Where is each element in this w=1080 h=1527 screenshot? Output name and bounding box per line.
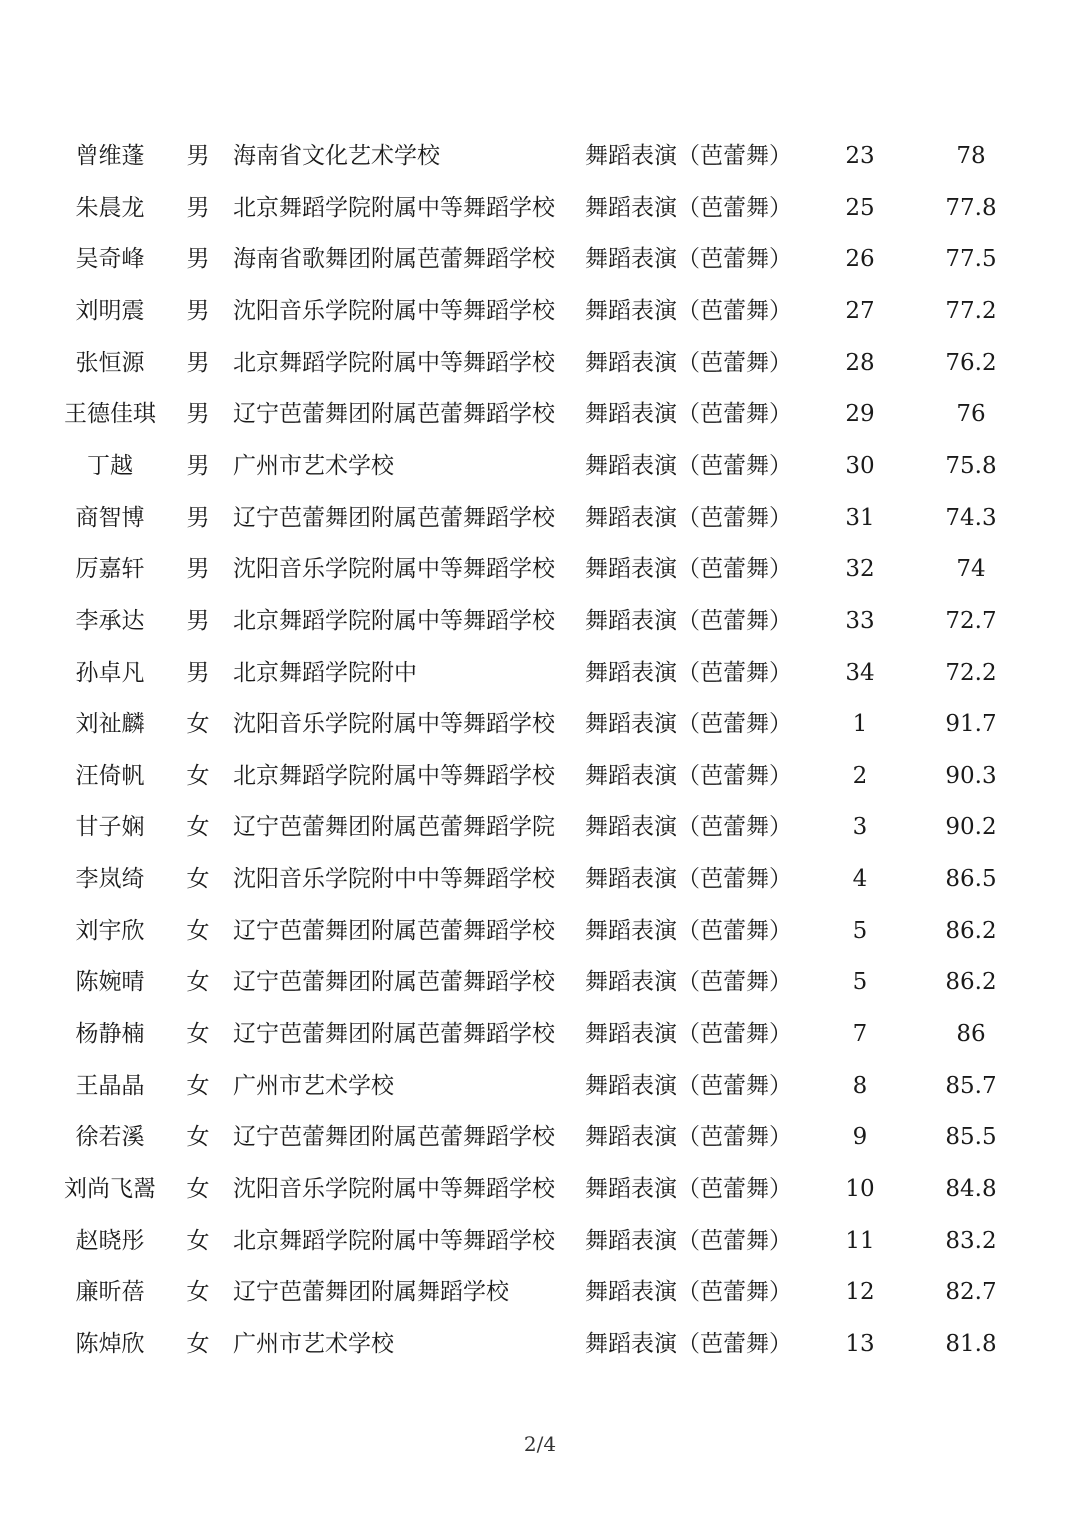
table-row: [0, 750, 1080, 802]
major-name: 舞蹈表演（芭蕾舞）: [585, 1124, 792, 1151]
score-value: 86.2: [945, 969, 997, 996]
student-gender: 女: [186, 1330, 210, 1357]
school-name: 沈阳音乐学院附属中等舞蹈学校: [233, 297, 555, 324]
school-name: 沈阳音乐学院附中中等舞蹈学校: [233, 866, 555, 893]
student-name: 朱晨龙: [75, 194, 145, 221]
score-value: 72.7: [945, 607, 997, 634]
table-row: [0, 130, 1080, 182]
student-name: 赵晓彤: [75, 1227, 145, 1254]
school-name: 辽宁芭蕾舞团附属芭蕾舞蹈学校: [233, 1021, 555, 1048]
student-gender: 男: [186, 246, 210, 273]
table-row: [0, 543, 1080, 595]
table-row: [0, 801, 1080, 853]
rank-value: 12: [845, 1279, 875, 1306]
score-value: 74.3: [945, 504, 997, 531]
student-gender: 女: [186, 814, 210, 841]
score-value: 82.7: [945, 1279, 997, 1306]
student-name: 刘宇欣: [75, 917, 145, 944]
student-name: 李承达: [75, 607, 145, 634]
score-value: 86.5: [945, 866, 997, 893]
rank-value: 32: [845, 556, 875, 583]
table-row: [0, 595, 1080, 647]
school-name: 海南省歌舞团附属芭蕾舞蹈学校: [233, 246, 555, 273]
major-name: 舞蹈表演（芭蕾舞）: [585, 1021, 792, 1048]
student-gender: 女: [186, 762, 210, 789]
table-row: [0, 853, 1080, 905]
table-row: [0, 1060, 1080, 1112]
score-value: 77.8: [945, 194, 997, 221]
school-name: 辽宁芭蕾舞团附属芭蕾舞蹈学校: [233, 401, 555, 428]
student-name: 甘子娴: [75, 814, 145, 841]
student-name: 徐若溪: [75, 1124, 145, 1151]
score-value: 78: [956, 143, 986, 169]
rank-value: 33: [845, 607, 875, 634]
rank-value: 13: [845, 1330, 875, 1357]
score-value: 81.8: [945, 1330, 997, 1357]
page-number: 2/4: [523, 1432, 557, 1456]
major-name: 舞蹈表演（芭蕾舞）: [585, 401, 792, 428]
major-name: 舞蹈表演（芭蕾舞）: [585, 969, 792, 996]
score-value: 90.3: [945, 762, 997, 789]
student-gender: 男: [186, 349, 210, 376]
school-name: 辽宁芭蕾舞团附属芭蕾舞蹈学校: [233, 917, 555, 944]
major-name: 舞蹈表演（芭蕾舞）: [585, 814, 792, 841]
rank-value: 5: [852, 969, 868, 996]
major-name: 舞蹈表演（芭蕾舞）: [585, 1227, 792, 1254]
rank-value: 2: [852, 762, 868, 789]
major-name: 舞蹈表演（芭蕾舞）: [585, 1279, 792, 1306]
score-value: 77.5: [945, 246, 997, 273]
school-name: 辽宁芭蕾舞团附属芭蕾舞蹈学校: [233, 969, 555, 996]
student-name: 陈焯欣: [75, 1330, 145, 1357]
score-value: 86: [956, 1021, 986, 1048]
major-name: 舞蹈表演（芭蕾舞）: [585, 607, 792, 634]
table-row: [0, 698, 1080, 750]
table-row: [0, 1111, 1080, 1163]
score-value: 75.8: [945, 452, 997, 479]
school-name: 沈阳音乐学院附属中等舞蹈学校: [233, 556, 555, 583]
rank-value: 23: [845, 143, 875, 169]
major-name: 舞蹈表演（芭蕾舞）: [585, 143, 792, 169]
rank-value: 11: [845, 1227, 875, 1254]
table-row: [0, 182, 1080, 234]
table-row: [0, 233, 1080, 285]
rank-value: 28: [845, 349, 875, 376]
major-name: 舞蹈表演（芭蕾舞）: [585, 1330, 792, 1357]
student-gender: 男: [186, 659, 210, 686]
table-row: [0, 388, 1080, 440]
table-row: [0, 285, 1080, 337]
school-name: 辽宁芭蕾舞团附属芭蕾舞蹈学校: [233, 504, 555, 531]
student-gender: 女: [186, 1176, 210, 1202]
student-gender: 女: [186, 1279, 210, 1306]
rank-value: 3: [852, 814, 868, 841]
student-gender: 女: [186, 1227, 210, 1254]
table-row: [0, 905, 1080, 957]
student-gender: 男: [186, 194, 210, 221]
school-name: 海南省文化艺术学校: [233, 143, 440, 169]
major-name: 舞蹈表演（芭蕾舞）: [585, 1072, 792, 1099]
major-name: 舞蹈表演（芭蕾舞）: [585, 659, 792, 686]
student-name: 王晶晶: [75, 1072, 145, 1099]
table-row: [0, 1163, 1080, 1215]
score-value: 85.5: [945, 1124, 997, 1151]
score-value: 83.2: [945, 1227, 997, 1254]
score-value: 86.2: [945, 917, 997, 944]
table-row: [0, 956, 1080, 1008]
student-gender: 女: [186, 1124, 210, 1151]
table-row: [0, 440, 1080, 492]
major-name: 舞蹈表演（芭蕾舞）: [585, 556, 792, 583]
school-name: 广州市艺术学校: [233, 1330, 394, 1357]
student-gender: 男: [186, 607, 210, 634]
school-name: 辽宁芭蕾舞团附属芭蕾舞蹈学校: [233, 1124, 555, 1151]
major-name: 舞蹈表演（芭蕾舞）: [585, 297, 792, 324]
student-name: 张恒源: [75, 349, 145, 376]
student-gender: 男: [186, 143, 210, 169]
student-name: 孙卓凡: [75, 659, 145, 686]
student-gender: 女: [186, 711, 210, 738]
score-value: 77.2: [945, 297, 997, 324]
student-gender: 女: [186, 866, 210, 893]
rank-value: 4: [852, 866, 868, 893]
student-name: 杨静楠: [75, 1021, 145, 1048]
score-value: 90.2: [945, 814, 997, 841]
school-name: 北京舞蹈学院附属中等舞蹈学校: [233, 607, 555, 634]
major-name: 舞蹈表演（芭蕾舞）: [585, 452, 792, 479]
major-name: 舞蹈表演（芭蕾舞）: [585, 504, 792, 531]
student-name: 丁越: [87, 452, 133, 479]
score-value: 76.2: [945, 349, 997, 376]
student-gender: 女: [186, 969, 210, 996]
rank-value: 25: [845, 194, 875, 221]
student-name: 刘明震: [75, 297, 145, 324]
rank-value: 30: [845, 452, 875, 479]
rank-value: 31: [845, 504, 875, 531]
rank-value: 26: [845, 246, 875, 273]
score-value: 85.7: [945, 1072, 997, 1099]
student-name: 陈婉晴: [75, 969, 145, 996]
table-row: [0, 1266, 1080, 1318]
student-gender: 男: [186, 452, 210, 479]
table-row: [0, 1008, 1080, 1060]
school-name: 辽宁芭蕾舞团附属舞蹈学校: [233, 1279, 509, 1306]
student-name: 汪倚帆: [75, 762, 145, 789]
student-gender: 女: [186, 1021, 210, 1048]
school-name: 广州市艺术学校: [233, 1072, 394, 1099]
major-name: 舞蹈表演（芭蕾舞）: [585, 246, 792, 273]
rank-value: 8: [852, 1072, 868, 1099]
student-name: 廉昕蓓: [75, 1279, 145, 1306]
rank-value: 10: [845, 1176, 875, 1202]
rank-value: 1: [852, 711, 868, 738]
student-name: 李岚绮: [75, 866, 145, 893]
school-name: 北京舞蹈学院附中: [233, 659, 417, 686]
student-gender: 男: [186, 401, 210, 428]
student-gender: 女: [186, 917, 210, 944]
school-name: 北京舞蹈学院附属中等舞蹈学校: [233, 194, 555, 221]
score-value: 74: [956, 556, 986, 583]
student-gender: 男: [186, 297, 210, 324]
student-gender: 女: [186, 1072, 210, 1099]
major-name: 舞蹈表演（芭蕾舞）: [585, 194, 792, 221]
major-name: 舞蹈表演（芭蕾舞）: [585, 349, 792, 376]
student-name: 厉嘉轩: [75, 556, 145, 583]
major-name: 舞蹈表演（芭蕾舞）: [585, 917, 792, 944]
school-name: 北京舞蹈学院附属中等舞蹈学校: [233, 762, 555, 789]
table-row: [0, 1215, 1080, 1267]
major-name: 舞蹈表演（芭蕾舞）: [585, 711, 792, 738]
student-gender: 男: [186, 556, 210, 583]
school-name: 北京舞蹈学院附属中等舞蹈学校: [233, 1227, 555, 1254]
school-name: 沈阳音乐学院附属中等舞蹈学校: [233, 711, 555, 738]
school-name: 辽宁芭蕾舞团附属芭蕾舞蹈学院: [233, 814, 555, 841]
school-name: 北京舞蹈学院附属中等舞蹈学校: [233, 349, 555, 376]
score-value: 84.8: [945, 1176, 997, 1202]
rank-value: 34: [845, 659, 875, 686]
student-name: 吴奇峰: [75, 246, 145, 273]
score-value: 72.2: [945, 659, 997, 686]
school-name: 沈阳音乐学院附属中等舞蹈学校: [233, 1176, 555, 1202]
table-row: [0, 647, 1080, 699]
major-name: 舞蹈表演（芭蕾舞）: [585, 1176, 792, 1202]
student-name: 曾维蓬: [75, 143, 145, 169]
student-name: 王德佳琪: [64, 401, 156, 428]
score-value: 76: [956, 401, 986, 428]
rank-value: 9: [852, 1124, 868, 1151]
major-name: 舞蹈表演（芭蕾舞）: [585, 762, 792, 789]
rank-value: 29: [845, 401, 875, 428]
table-row: [0, 492, 1080, 544]
table-row: [0, 337, 1080, 389]
score-value: 91.7: [945, 711, 997, 738]
table-row: [0, 1318, 1080, 1370]
rank-value: 7: [852, 1021, 868, 1048]
rank-value: 27: [845, 297, 875, 324]
student-gender: 男: [186, 504, 210, 531]
rank-value: 5: [852, 917, 868, 944]
major-name: 舞蹈表演（芭蕾舞）: [585, 866, 792, 893]
student-name: 刘尚飞翯: [64, 1176, 156, 1202]
student-name: 刘祉麟: [75, 711, 145, 738]
student-name: 商智博: [75, 504, 145, 531]
school-name: 广州市艺术学校: [233, 452, 394, 479]
